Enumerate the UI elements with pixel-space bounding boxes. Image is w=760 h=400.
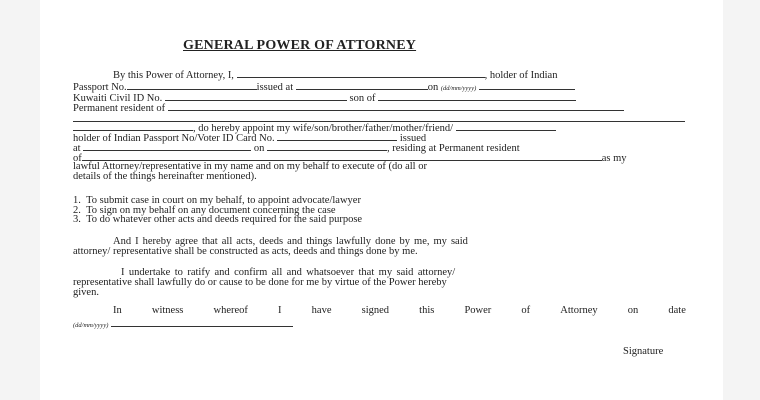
list-number: 1. (73, 195, 81, 206)
ratify-line-2: representative shall lawfully do or cause to be done for me by virtue of the Power hereby (73, 277, 447, 288)
agreement-line-1: And I hereby agree that all acts, deeds and things lawfully done by me, my said (113, 236, 468, 247)
intro-text: By this Power of Attorney, I, (113, 70, 234, 81)
witness-word: on (627, 305, 639, 316)
residence-field-3[interactable] (73, 121, 193, 131)
intro-line-11: details of the things hereinafter mentioned). (73, 171, 257, 182)
list-number: 3. (73, 214, 81, 225)
witness-word: I (278, 305, 282, 316)
name-field[interactable] (237, 68, 485, 78)
signature-label: Signature (623, 346, 664, 357)
attorney-issue-date-field[interactable] (267, 141, 387, 151)
witness-word: date (668, 305, 686, 316)
of-label: of (73, 153, 82, 164)
list-text: To sign on my behalf on any document concerning the case (86, 205, 336, 216)
agreement-line-2: attorney/ representative shall be constructed as acts, deeds and things done by me. (73, 246, 418, 257)
witness-date-line (73, 317, 293, 332)
ratify-line-3: given. (73, 287, 99, 298)
witness-word: Attorney (560, 305, 598, 316)
holder-text: , holder of Indian (484, 70, 558, 81)
civil-id-field[interactable] (165, 91, 347, 101)
list-text: To do whatever other acts and deeds required for the said purpose (86, 214, 363, 225)
witness-word: have (311, 305, 332, 316)
witness-word: this (419, 305, 435, 316)
document-title: GENERAL POWER OF ATTORNEY (183, 38, 417, 53)
list-text: To submit case in court on my behalf, to appoint advocate/lawyer (86, 195, 361, 206)
attorney-issued-place-field[interactable] (83, 141, 251, 151)
witness-word: whereof (213, 305, 248, 316)
parent-name-field[interactable] (378, 91, 576, 101)
issued-place-field[interactable] (296, 80, 428, 90)
issued-label: issued (399, 133, 427, 144)
appoint-text: , do hereby appoint my wife/son/brother/father/mother/friend/ (193, 123, 454, 134)
witness-word: signed (361, 305, 390, 316)
relation-field[interactable] (456, 121, 556, 131)
on-label-2: on (253, 143, 265, 154)
passport-field[interactable] (127, 80, 257, 90)
at-label: at (73, 143, 81, 154)
signing-date-field[interactable] (111, 317, 293, 327)
witness-word: Power (464, 305, 492, 316)
resident-label: Permanent resident of (73, 103, 166, 114)
attorney-id-label: holder of Indian Passport No/Voter ID Card No. (73, 133, 275, 144)
issued-at-label: issued at (256, 82, 294, 93)
son-of-label: son of (349, 93, 376, 104)
list-item (73, 214, 362, 226)
witness-word: In (113, 305, 122, 316)
witness-word: of (521, 305, 531, 316)
witness-word: witness (151, 305, 184, 316)
issue-date-field[interactable] (479, 80, 575, 90)
date-format-hint: (dd/mm/yyyy) (73, 322, 109, 329)
civil-id-label: Kuwaiti Civil ID No. (73, 93, 163, 104)
list-number: 2. (73, 205, 81, 216)
residing-text: , residing at Permanent resident (386, 143, 520, 154)
attorney-id-field[interactable] (277, 131, 397, 141)
passport-label: Passport No. (73, 82, 127, 93)
date-format-hint: (dd/mm/yyyy) (440, 85, 477, 92)
ratify-line-1: I undertake to ratify and confirm all and whatsoever that my said attorney/ (121, 267, 456, 278)
as-my-text: as my (601, 153, 627, 164)
on-label: on (427, 82, 439, 93)
witness-line (113, 305, 686, 317)
residence-field[interactable] (168, 101, 624, 111)
intro-line-10: lawful Attorney/representative in my name and on my behalf to execute of (do all or (73, 161, 427, 172)
attorney-address-field[interactable] (82, 151, 602, 161)
